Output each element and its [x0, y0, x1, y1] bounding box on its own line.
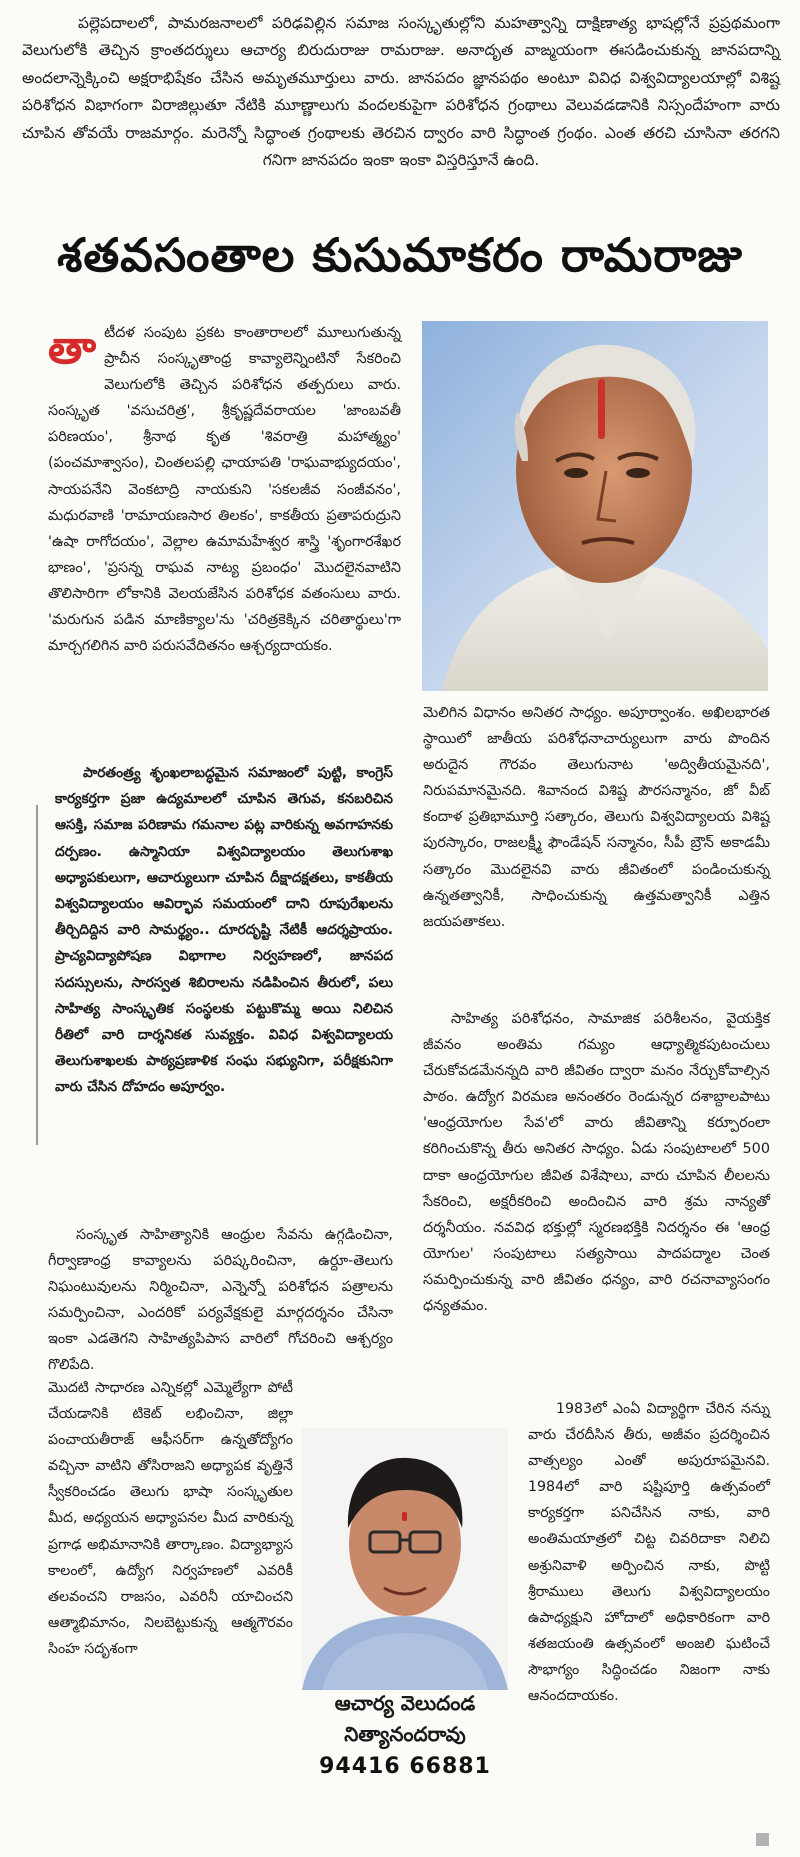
drop-cap: తా [48, 323, 97, 374]
article-paragraph-col2-3: 1983లో ఎంఏ విద్యార్థిగా చేరిన నన్ను వారు చేరదీసిన తీరు, అజీవం ప్రదర్శించిన వాత్సల్యం ఎంతో అపురూపమైనవి. 1984లో వారి షష్టిపూర్తి ఉత్సవంలో కార్యకర్తగా పనిచేసిన నాకు, వారి అంతిమయాత్రలో చిట్ట చివరిదాకా నిలిచి అశ్రునివాళి అర్పించిన నాకు, పొట్టి శ్రీరాములు తెలుగు విశ్వవిద్యాలయం ఉపాధ్యక్షుని హోదాలో అధికారికంగా వారి శతజయంతి ఉత్సవంలో అంజలి ఘటించే సౌభాగ్యం సిద్ధించడం నిజంగా నాకు ఆనందదాయకం. [528, 1401, 770, 1705]
end-of-article-mark [756, 1833, 769, 1846]
article-paragraph-col2-2: సాహిత్య పరిశోధనం, సామాజిక పరిశీలనం, వైయక్తిక జీవనం అంతిమ గమ్యం ఆధ్యాత్మికపుటంచులు చేరుకోవడమేనన్నది వారి జీవితం ద్వారా మనం నేర్చుకోవాల్సిన పాఠం. ఉద్యోగ విరమణ అనంతరం రెండున్నర దశాబ్దాలపాటు 'ఆంధ్రయోగుల సేవ'లో వారు జీవితాన్ని కర్పూరంలా కరిగించుకొన్న తీరు అనితర సాధ్యం. ఏడు సంపుటాలలో 500 దాకా ఆంధ్రయోగుల జీవిత విశేషాలు, వారు చూపిన లీలలను సేకరించి, అక్షరీకరించి అందించిన వారి శ్రమ నాన్యతో దర్శనీయం. నవవిధ భక్తుల్లో స్మరణభక్తికి నిదర్శనం ఈ 'ఆంధ్ర యోగుల' సంపుటాలు సత్యసాయి పాదపద్మాల చెంత సమర్పించుకున్న వారి జీవితం ధన్యం, వారి రచనావ్యాసంగం ధన్యతమం. [423, 1011, 770, 1315]
portrait-illustration [422, 321, 768, 691]
headline: శతవసంతాల కుసుమాకరం రామరాజు [57, 228, 743, 282]
article-paragraph-col2-1: మెలిగిన విధానం అనితర సాధ్యం. అపూర్వాంశం. అఖిలభారత స్థాయిలో జాతీయ పరిశోధనాచార్యులుగా వారు పొందిన అరుదైన గౌరవం తెలుగునాట 'అద్వితీయమైనది', నిరుపమానమైనది. శివానంద విశిష్ట పౌరసన్మానం, జో వీబ్ కందాళ ప్రతిభామూర్తి సత్కారం, తెలుగు విశ్వవిద్యాలయ విశిష్ట పురస్కారం, రాజలక్ష్మీ ఫౌండేషన్ సన్మానం, సీపీ బ్రౌన్ అకాడమీ సత్కారం మొదలైనవి వారు జీవితంలో పండించుకున్న ఉన్నతత్వానికీ, సాధించుకున్న ఉత్తమత్వానికీ ఎత్తిన జయపతాకలు. [423, 705, 770, 930]
article-paragraph-3: సంస్కృత సాహిత్యానికి ఆంధ్రుల సేవను ఉగ్గడించినా, గీర్వాణాంధ్ర కావ్యాలను పరిష్కరించినా, ఉర్దూ-తెలుగు నిఘంటువులను నిర్మించినా, ఎన్నెన్నో పరిశోధన పత్రాలను సమర్పించినా, ఎందరికో పర్యవేక్షకులై మార్గదర్శనం చేసినా ఇంకా ఎడతెగని సాహిత్యపిపాస వారిలో గోచరించి ఆశ్చర్యం గొలిపేది. [48, 1227, 393, 1374]
author-illustration [302, 1428, 508, 1690]
author-phone: 94416 66881 [319, 1754, 491, 1779]
author-name-line1: ఆచార్య వెలుదండ [334, 1691, 476, 1715]
article-col2-bottom [528, 1396, 770, 1709]
author-name-line2: నిత్యానందరావు [344, 1722, 466, 1746]
author-byline [292, 1688, 518, 1784]
author-photo [302, 1428, 508, 1690]
article-col1-bottom [48, 1375, 293, 1662]
article-paragraph-4: మొదటి సాధారణ ఎన్నికల్లో ఎమ్మెల్యేగా పోటీ చేయడానికి టికెట్ లభించినా, జిల్లా పంచాయతీరాజ్ ఆఫీసర్‌గా ఉన్నతోద్యోగం వచ్చినా వాటిని తోసిరాజని అధ్యాపక వృత్తినే స్వీకరించడం తెలుగు భాషా సంస్కృతుల మీద, అధ్యయన అధ్యాపనల మీద వారికున్న ప్రగాఢ అభిమానానికి తార్కాణం. విద్యాభ్యాస కాలంలో, ఉద్యోగ నిర్వహణలో ఎవరికీ తలవంచని రాజసం, ఎవరినీ యాచించని ఆత్మాభిమానం, నిలబెట్టుకున్న ఆత్మగౌరవం సింహ సదృశంగా [48, 1380, 293, 1657]
article-highlight-paragraph: పారతంత్ర్య శృంఖలాబద్ధమైన సమాజంలో పుట్టి, కాంగ్రెస్ కార్యకర్తగా ప్రజా ఉద్యమాలలో చూపిన తెగువ, కనబరిచిన ఆసక్తి, సమాజ పరిణామ గమనాల పట్ల వారికున్న అవగాహనకు దర్పణం. ఉస్మానియా విశ్వవిద్యాలయం తెలుగుశాఖ అధ్యాపకులుగా, ఆచార్యులుగా చూపిన దీక్షాదక్షతలు, కాకతీయ విశ్వవిద్యాలయం ఆవిర్భావ సమయంలో దాని రూపురేఖలను తీర్చిదిద్దిన వారి సామర్థ్యం.. దూరదృష్టి నేటికీ ఆదర్శప్రాయం. ప్రాచ్యవిద్యాపోషణ విభాగాల నిర్వహణలో, జానపద సదస్సులను, సారస్వత శిబిరాలను నడిపించిన తీరులో, పలు సాహిత్య సాంస్కృతిక సంస్థలకు పట్టుకొమ్మ అయి నిలిచిన రీతిలో వారి దార్శనికత సువ్యక్తం. వివిధ విశ్వవిద్యాలయ తెలుగుశాఖలకు పాఠ్యప్రణాళిక సంఘ సభ్యునిగా, పరీక్షకునిగా వారు చేసిన దోహదం అపూర్వం. [55, 765, 393, 1096]
article-col1-mid [48, 1222, 393, 1379]
quote-rule [36, 805, 38, 1145]
article-col2-top [423, 700, 770, 935]
article-col2-mid [423, 1006, 770, 1319]
article-paragraph-1: టీదళ సంపుట ప్రకట కాంతారాలలో మూలుగుతున్న ప్రాచీన సంస్కృతాంధ్ర కావ్యాలెన్నింటినో సేకరించి వెలుగులోకి తెచ్చిన పరిశోధన తత్పరులు వారు. సంస్కృత 'వసుచరిత్ర', శ్రీకృష్ణదేవరాయల 'జాంబవతీ పరిణయం', శ్రీనాథ కృత 'శివరాత్రి మహాత్మ్యం' (పంచమాశ్వాసం), చింతలపల్లి ఛాయాపతి 'రాఘవాభ్యుదయం', సాయపనేని వెంకటాద్రి నాయకుని 'సకలజీవ సంజీవనం', మధురవాణి 'రామాయణసార తిలకం', కాకతీయ ప్రతాపరుద్రుని 'ఉషా రాగోదయం', వెల్లాల ఉమామహేశ్వర శాస్త్రి 'శృంగారశేఖర భాణం', 'ప్రసన్న రాఘవ నాట్య ప్రబంధం' మొదలైనవాటిని తొలిసారిగా లోకానికి వెలయజేసిన పరిశోధక వతంసులు వారు. 'మరుగున పడిన మాణిక్యాల'ను 'చరిత్రకెక్కిన చరితార్థులు'గా మార్చగలిగిన వారి పరుసవేదితనం ఆశ్చర్యదాయకం. [48, 325, 401, 655]
portrait-photo-ramaraju [422, 321, 768, 691]
intro-paragraph: పల్లెపదాలలో, పామరజనాలలో పరిఢవిల్లిన సమాజ సంస్కృతుల్లోని మహత్వాన్ని దాక్షిణాత్య భాషల్లోనే ప్రప్రథమంగా వెలుగులోకి తెచ్చిన క్రాంతదర్శులు ఆచార్య బిరుదురాజు రామరాజు. అనాదృత వాఙ్మయంగా ఈసడించుకున్న జానపదాన్ని అందలాన్నెక్కించి అక్షరాభిషేకం చేసిన అమృతమూర్తులు వారు. జానపదం జ్ఞానపథం అంటూ వివిధ విశ్వవిద్యాలయాల్లో విశిష్ట పరిశోధన విభాగంగా విరాజిల్లుతూ నేటికి మూణ్ణాలుగు వందలకుపైగా పరిశోధన గ్రంథాలు వెలువడడానికి నిస్సందేహంగా వారు చూపిన తోవయే రాజమార్గం. మరెన్నో సిద్ధాంత గ్రంథాలకు తెరచిన ద్వారం వారి సిద్ధాంత గ్రంథం. ఎంత తరచి చూసినా తరగని గనిగా జానపదం ఇంకా ఇంకా విస్తరిస్తూనే ఉంది. [22, 14, 780, 170]
article-col1-top [48, 320, 401, 659]
article-highlight-block [55, 760, 393, 1101]
